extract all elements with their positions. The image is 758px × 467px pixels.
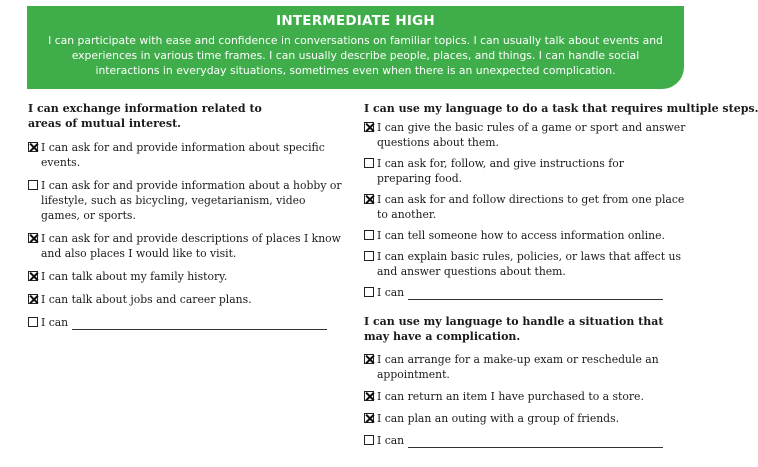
item-label: I can: [377, 286, 405, 299]
item-label: I can ask for and provide descriptions of places I know and also places I would like to visit.: [41, 232, 341, 260]
left-column: [28, 101, 346, 330]
checkbox[interactable]: [364, 413, 374, 423]
can-do-item: [364, 411, 688, 426]
item-label: I can give the basic rules of a game or sport and answer questions about them.: [377, 121, 686, 149]
item-label: I can return an item I have purchased to a store.: [377, 390, 644, 403]
can-do-item: [364, 228, 688, 243]
section-heading-multistep: I can use my language to do a task that requires multiple steps.: [364, 102, 758, 115]
level-description: I can participate with ease and confidence in conversations on familiar topics. I can usually talk about events and experiences in various time frames. I can usually describe people, places, and things. I can handle social interactions in everyday situations, sometimes even when there is an unexpected complication.: [48, 34, 663, 77]
can-do-item: [28, 178, 346, 223]
can-do-item: [364, 249, 688, 279]
item-label: I can arrange for a make-up exam or reschedule an appointment.: [377, 353, 659, 381]
can-do-item: [28, 140, 346, 170]
can-do-item: [364, 352, 688, 382]
checkbox[interactable]: [364, 230, 374, 240]
checkbox[interactable]: [364, 391, 374, 401]
right-column: [364, 101, 758, 448]
item-label: I can explain basic rules, policies, or laws that affect us and answer questions about them.: [377, 250, 681, 278]
item-label: I can: [377, 434, 405, 447]
can-do-item: [28, 269, 346, 284]
section-heading-exchange: I can exchange information related to areas of mutual interest.: [28, 102, 262, 130]
write-in-line[interactable]: [72, 317, 327, 330]
item-label: I can talk about jobs and career plans.: [41, 293, 252, 306]
item-label: I can ask for, follow, and give instructions for preparing food.: [377, 157, 624, 185]
checkbox[interactable]: [28, 294, 38, 304]
can-do-item: [364, 156, 688, 186]
checkbox[interactable]: [28, 317, 38, 327]
write-in-line[interactable]: [408, 287, 663, 300]
item-label: I can ask for and follow directions to get from one place to another.: [377, 193, 685, 221]
can-do-item-blank: [364, 285, 688, 300]
checkbox[interactable]: [28, 233, 38, 243]
level-banner: [27, 6, 684, 89]
item-label: I can ask for and provide information about a hobby or lifestyle, such as bicycling, vegetarianism, video games, or sports.: [41, 179, 342, 222]
checkbox[interactable]: [364, 251, 374, 261]
checkbox[interactable]: [364, 122, 374, 132]
item-label: I can plan an outing with a group of friends.: [377, 412, 620, 425]
checkbox[interactable]: [364, 435, 374, 445]
can-do-item-blank: [364, 433, 688, 448]
can-do-item-blank: [28, 315, 346, 330]
can-do-item: [28, 292, 346, 307]
can-do-item: [364, 389, 688, 404]
checkbox[interactable]: [364, 158, 374, 168]
write-in-line[interactable]: [408, 435, 663, 448]
section-heading-complication: I can use my language to handle a situation that may have a complication.: [364, 315, 664, 343]
item-label: I can: [41, 316, 69, 329]
checkbox[interactable]: [364, 287, 374, 297]
can-do-item: [364, 192, 688, 222]
checkbox[interactable]: [28, 271, 38, 281]
can-do-item: [364, 120, 688, 150]
item-label: I can talk about my family history.: [41, 270, 228, 283]
checkbox[interactable]: [28, 142, 38, 152]
checkbox[interactable]: [364, 354, 374, 364]
item-label: I can tell someone how to access information online.: [377, 229, 665, 242]
checkbox[interactable]: [28, 180, 38, 190]
item-label: I can ask for and provide information about specific events.: [41, 141, 325, 169]
level-title: INTERMEDIATE HIGH: [276, 13, 435, 29]
can-do-item: [28, 231, 346, 261]
checkbox[interactable]: [364, 194, 374, 204]
